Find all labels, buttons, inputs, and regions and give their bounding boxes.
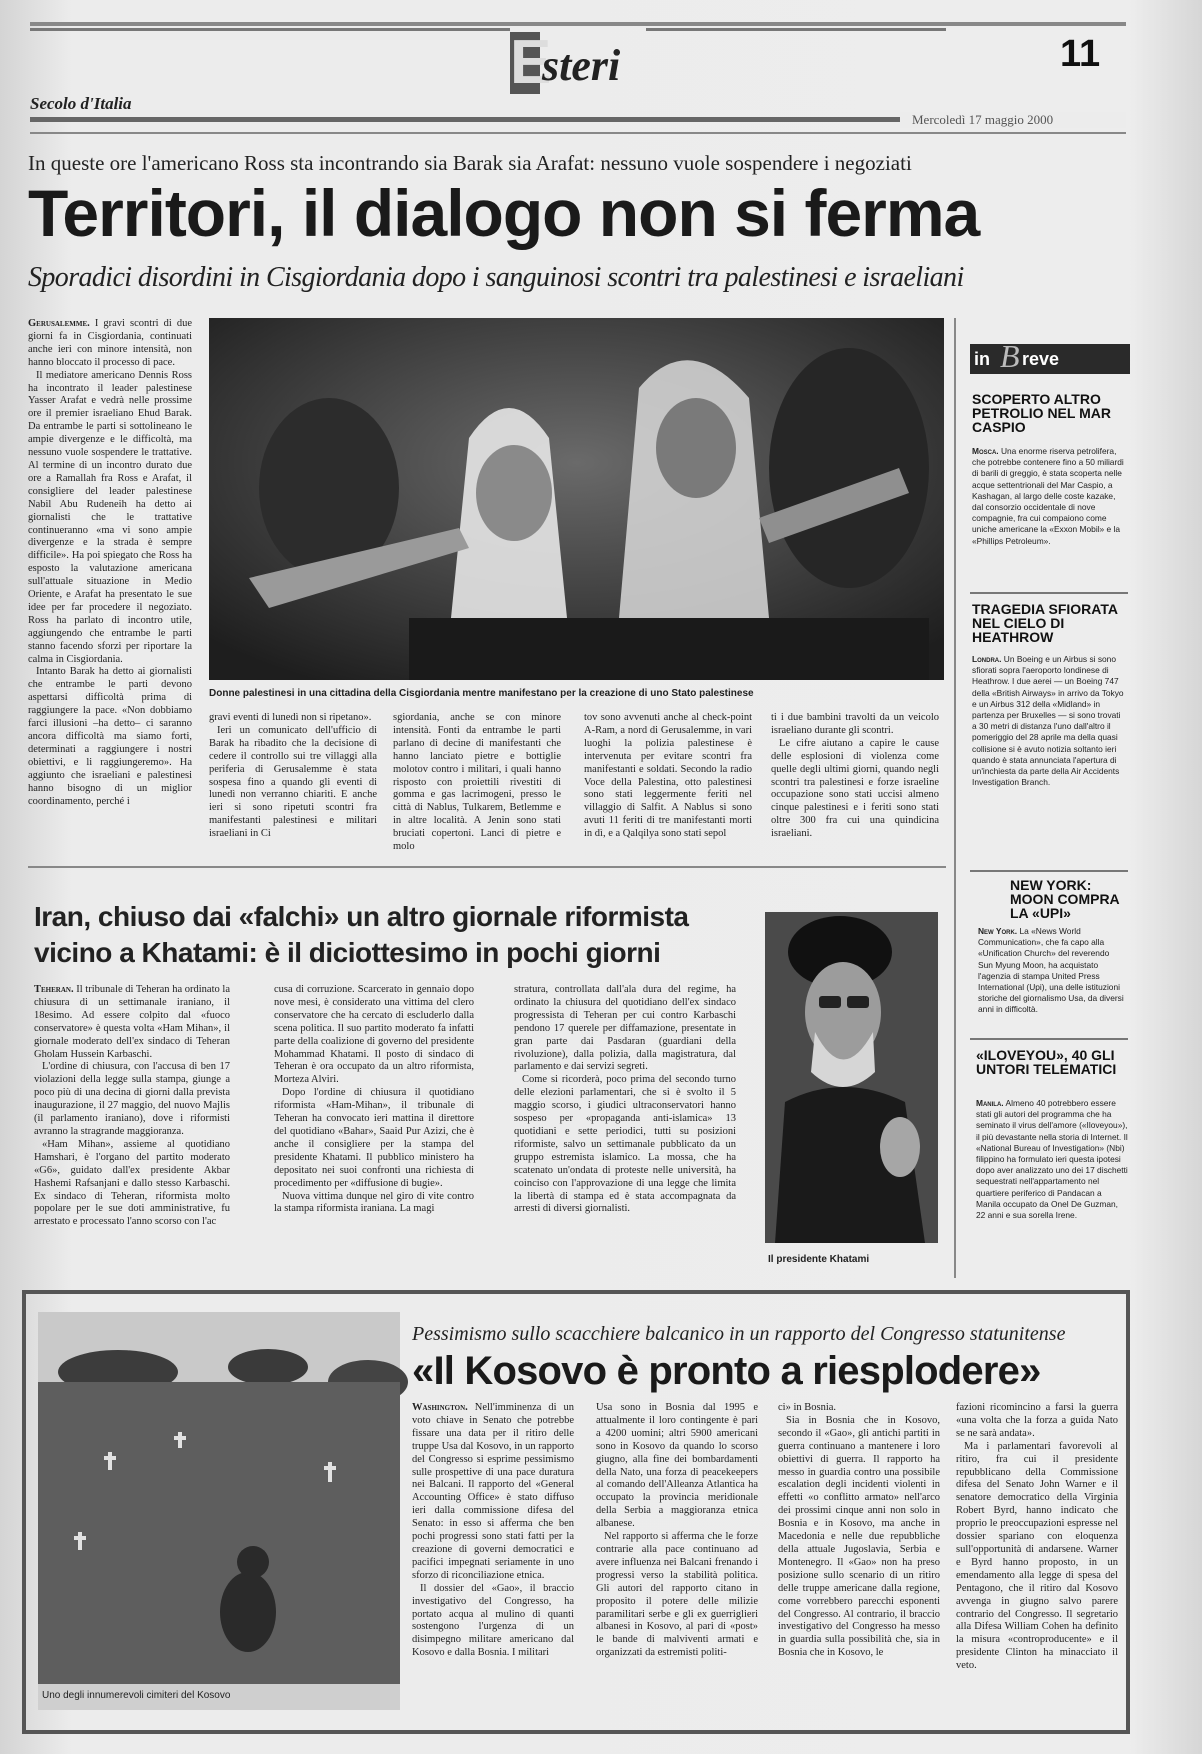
kosovo-photo-caption: Uno degli innumerevoli cimiteri del Kosovo xyxy=(42,1690,231,1701)
section-title xyxy=(510,28,640,97)
kosovo-photo xyxy=(38,1312,400,1710)
iran-headline-line2: vicino a Khatami: è il diciottesimo in pochi giorni xyxy=(34,937,661,968)
paper-name: Secolo d'Italia xyxy=(30,94,132,113)
kosovo-col2-p1: Usa sono in Bosnia dal 1995 e attualmente il loro contingente è pari a 4200 uomini; altri 5900 americani sono in Kosovo da quando lo scorso giugno, alla fine dei bombardamenti della Nato, una forza di peacekeepers al comando dell'Alleanza Atlantica ha occupato la provincia meridionale della Serbia a maggioranza etnica albanese. xyxy=(596,1402,758,1530)
brief-separator-1 xyxy=(970,592,1128,594)
top-rule-left xyxy=(30,28,510,31)
iran-headline-line1: Iran, chiuso dai «falchi» un altro giornale riformista xyxy=(34,901,689,932)
page-number: 11 xyxy=(1060,33,1101,75)
lead-dateline: Gerusalemme. xyxy=(28,318,90,329)
lead-column-3 xyxy=(393,712,561,860)
iran-col1-p1: Il tribunale di Teheran ha ordinato la chiusura di un settimanale iraniano, il 18esimo. Ad essere colpito dal «fuoco conservatore» è questa volta «Ham Mihan», il giornale moderato dell'ex sindaco di Teheran Gholam Hussein Karbaschi. xyxy=(34,984,230,1060)
top-rule-right xyxy=(646,28,946,31)
kosovo-column-2 xyxy=(596,1402,758,1724)
brief-4-dateline: Manila. xyxy=(976,1098,1004,1108)
iran-top-rule xyxy=(28,866,946,868)
lead-col5-p1: ti i due bambini travolti da un veicolo israeliano durante gli scontri. xyxy=(771,712,939,736)
lead-col1-p3: Intanto Barak ha detto ai giornalisti che entrambe le parti devono aspettarsi difficoltà prima di raggiungere la pace. «Non dobbiamo farci illusioni –ha detto– ci saranno ancora difficoltà ma siamo forti, determinati a raggiungere i nostri obiettivi, e li raggiungeremo». Ha aggiunto che israeliani e palestinesi hanno bisogno di un miglior coordinamento, perché i xyxy=(28,666,192,807)
brief-4-title: «ILOVEYOU», 40 GLI UNTORI TELEMATICI xyxy=(976,1047,1117,1077)
brief-2-dateline: Londra. xyxy=(972,654,1002,664)
in-breve-in: in xyxy=(974,349,990,369)
kosovo-col3-p1: ci» in Bosnia. xyxy=(778,1402,837,1413)
in-breve-label xyxy=(970,338,1130,374)
iran-column-3 xyxy=(514,984,736,1262)
brief-4-text: Almeno 40 potrebbero essere stati gli autori del programma che ha seminato il virus dell'amore («Iloveyou»), il più devastante nella storia di Internet. Il «National Bureau of Investigation» (Nbi) filippino ha formulato ieri questa ipotesi dopo aver analizzato uno dei 17 dischetti sequestrati nell'appartamento nel quartiere periferico di Pandacan a Manila occupato da Onel De Guzman, 22 anni e sua sorella Irene. xyxy=(976,1098,1128,1221)
lead-column-2 xyxy=(209,712,377,860)
khatami-photo-image xyxy=(765,912,938,1243)
top-rule xyxy=(30,22,1126,26)
brief-2-text: Un Boeing e un Airbus si sono sfiorati sopra l'aeroporto londinese di Heathrow. I due aerei — un Boeing 747 della «British Airways» in arrivo da Tokyo e un Airbus 312 della «Midland» in partenza per Bruxelles — si sono trovati a 30 metri di distanza l'uno dall'altro il pomeriggio del 28 aprile ma della quasi collisione si è avuto notizia soltanto ieri quando è stata annunciata l'apertura di un'inchiesta da parte della Air Accidents Investigation Branch. xyxy=(972,654,1124,788)
iran-col2-p1: cusa di corruzione. Scarcerato in gennaio dopo nove mesi, è considerato una vittima del clero conservatore che ha cercato di escluderlo dalla scena politica. Il suo partito moderato fa infatti parte della coalizione di governo del presidente Mohammad Khatami. Il posto di sindaco di Teheran è ora occupato da un altro riformista, Morteza Alviri. xyxy=(274,984,474,1086)
brief-3-body xyxy=(978,926,1126,1036)
kosovo-headline: «Il Kosovo è pronto a riesplodere» xyxy=(412,1349,1041,1393)
brief-3-title: NEW YORK: MOON COMPRA LA «UPI» xyxy=(1010,877,1120,921)
kosovo-col1-p1: Nell'imminenza di un voto chiave in Senato che potrebbe fissare una data per il ritiro delle truppe Usa dal Kosovo, in un rapporto del Congresso si esprime pessimismo sulle prospettive di una pace duratura nei Balcani. Il rapporto del «General Accounting Office» è stato diffuso ieri dalla commissione difesa del Senato: in esso si afferma che ben pochi progressi sono stati fatti per la creazione di governi democratici e pacifici impegnati seriamente in uno sforzo di riconciliazione etnica. xyxy=(412,1402,574,1581)
kosovo-photo-image xyxy=(38,1312,400,1710)
kosovo-kicker: Pessimismo sullo scacchiere balcanico in un rapporto del Congresso statunitense xyxy=(412,1323,1066,1345)
kosovo-column-4 xyxy=(956,1402,1118,1724)
kosovo-col3-p2: Sia in Bosnia che in Kosovo, secondo il «Gao», gli antichi partiti in guerra continuano a mantenere i loro obiettivi di guerra. Il rapporto ha messo in guardia contro una possibile escalation degli incidenti violenti in effetti «o conflitto armato» nell'arco dei prossimi cinque anni non solo in Bosnia e in Kosovo, ma anche in Macedonia e nelle due repubbliche della attuale Jugoslavia, Serbia e Montenegro. Il «Gao» non ha preso posizione sullo scenario di un ritiro delle truppe americane dalla regione, come vorrebbero parecchi esponenti del Congresso. Al contrario, il braccio investigativo del Congresso ha messo in guardia sulla possibilità che, sia in Bosnia che in Kosovo, le xyxy=(778,1414,940,1659)
lead-col2-p1: gravi eventi di lunedì non si ripetano». xyxy=(209,712,372,723)
lead-col1-p2: Il mediatore americano Dennis Ross ha incontrato il leader palestinese Yasser Arafat e vedrà nelle prossime ore il premier israeliano Ehud Barak. Da entrambe le parti si sottolineano le ampie divergenze e le difficoltà, ma nessuno vuole sospendere le trattative. Al termine di un incontro durato due ore a Ramallah fra Ross e Arafat, il consigliere del leader palestinese Nabil Abu Rudeneih ha detto ai giornalisti che le trattative continueranno «ma vi sono ampie divergenze e la strada è sempre difficile». Ha poi spiegato che Ross ha esposto la valutazione americana sull'attuale situazione in Medio Oriente, e Arafat ha presentato le sue idee per far procedere il negoziato. Ross ha parlato di incontro utile, aggiungendo che entrambe le parti stanno facendo sforzi per riportare la calma in Cisgiordania. xyxy=(28,369,192,665)
lead-photo-image xyxy=(209,318,944,680)
lead-column-4 xyxy=(584,712,752,860)
lead-column-1 xyxy=(28,318,192,858)
lead-headline: Territori, il dialogo non si ferma xyxy=(28,176,980,250)
lead-col4-p1: tov sono avvenuti anche al check-point A-Ram, a nord di Gerusalemme, in vari luoghi la polizia palestinese è intervenuta per evitare scontri fra manifestanti e soldati. Secondo la radio Voce della Palestina, otto palestinesi sono stati leggermente feriti nel villaggio di Salfit. A Nablus si sono avuti 11 feriti di tre manifestanti morti in dì, e a Qalqilya sono stati sepol xyxy=(584,712,752,840)
iran-column-2 xyxy=(274,984,474,1262)
iran-col1-p3: «Ham Mihan», assieme al quotidiano Hamshari, è l'organo del partito moderato «G6», guidato dall'ex presidente Akbar Hashemi Rafsanjani e dallo stesso Karbaschi. Ex sindaco di Teheran, riformista molto popolare per le sue doti amministrative, fu arrestato e processato l'anno scorso con l'ac xyxy=(34,1138,230,1228)
masthead-rule-thin xyxy=(30,132,1126,134)
kosovo-col4-p2: Ma i parlamentari favorevoli al ritiro, fra cui il presidente repubblicano della Commissione difesa del Senato John Warner e il senatore democratico della Virginia Robert Byrd, hanno indicato che proprio le preoccupazioni espresse nel dossier spariano con eloquenza sull'opportunità di andarsene. Warner e Byrd hanno proposto, in un emendamento alla legge di spesa del Pentagono, che il ritiro dal Kosovo avvenga in giugno salvo parere contrario del Congresso. Il segretario alla Difesa William Cohen ha definito la misura «controproducente» e il presidente Clinton ha minacciato il veto. xyxy=(956,1440,1118,1672)
in-breve-b: B xyxy=(1000,338,1020,374)
brief-3-dateline: New York. xyxy=(978,926,1018,936)
kosovo-top-rule xyxy=(22,1290,1130,1294)
lead-col1-p1: I gravi scontri di due giorni fa in Cisgiordania, continuati anche ieri con minore intensità, non hanno bloccato il processo di pace. xyxy=(28,318,193,368)
iran-col1-p2: L'ordine di chiusura, con l'accusa di ben 17 violazioni della legge sulla stampa, giunge a poco più di una decina di giorni dalla prevista inaugurazione, il 27 maggio, del nuovo Majlis (il parlamento iraniano), dove i riformisti avranno la stragrande maggioranza. xyxy=(34,1061,230,1137)
brief-4-body xyxy=(976,1098,1128,1288)
kosovo-col2-p2: Nel rapporto si afferma che le forze contrarie alla pace continuano ad avere influenza nei Balcani frenando i progressi verso la stabilità politica. Gli autori del rapporto citano in proposito il potere delle milizie paramilitari serbe e gli ex guerriglieri albanesi in Kosovo, al pari di «post» le bande di malviventi armati e organizzati da estremisti politi- xyxy=(596,1531,758,1659)
kosovo-bottom-rule xyxy=(22,1730,1130,1734)
iran-column-1 xyxy=(34,984,230,1262)
brief-2-title: TRAGEDIA SFIORATA NEL CIELO DI HEATHROW xyxy=(972,601,1118,645)
sidebar-divider xyxy=(954,318,956,1278)
brief-3-text: La «News World Communication», che fa capo alla «Unification Church» del reverendo Sun Myung Moon, ha acquistato l'agenzia di stampa United Press International (Upi), una delle istituzioni storiche del giornalismo Usa, da diversi anni in difficoltà. xyxy=(978,926,1124,1015)
brief-1-body xyxy=(972,446,1124,586)
kosovo-right-rule xyxy=(1126,1294,1130,1734)
iran-col3-p2: Come si ricorderà, poco prima del secondo turno delle elezioni parlamentari, che si è svolto il 5 maggio scorso, i giudici ultraconservatori hanno sospeso per «propaganda anti-islamica» 13 quotidiani e sette periodici, tutti su posizioni riformiste, salvo un settimanale pubblicato da un gruppo estremista islamico. La mossa, che ha scatenato un'ondata di proteste nelle università, ha coinciso con l'approvazione di una legge che limita la libertà di stampa ed è stata accompagnata da arresti di diversi giornalisti. xyxy=(514,1074,736,1215)
in-breve-rest: reve xyxy=(1022,349,1060,369)
section-initial: E xyxy=(510,28,552,97)
khatami-caption: Il presidente Khatami xyxy=(768,1254,870,1265)
issue-date: Mercoledì 17 maggio 2000 xyxy=(912,112,1054,127)
iran-col2-p3: Nuova vittima dunque nel giro di vite contro la stampa riformista iraniana. La magi xyxy=(274,1190,474,1215)
brief-1-title: SCOPERTO ALTRO PETROLIO NEL MAR CASPIO xyxy=(972,391,1111,435)
iran-dateline: Teheran. xyxy=(34,984,74,995)
lead-col2-p2: Ieri un comunicato dell'ufficio di Barak ha ribadito che la decisione di cedere il controllo sui tre villaggi alla periferia di Gerusalemme è stata sospesa fino a quando gli eventi di lunedì non verranno chiariti. E anche ieri si sono ripetuti scontri fra manifestanti palestinesi e militari israeliani in Ci xyxy=(209,724,377,840)
brief-2-body xyxy=(972,654,1124,868)
iran-col3-p1: stratura, controllata dall'ala dura del regime, ha ordinato la chiusura del quotidiano dell'ex sindaco progressista di Teheran per cui contro Karbaschi pendono 17 querele per diffamazione, presentate in gran parte dai Pasdaran (guardiani della rivoluzione), dalla polizia, dalla magistratura, dal parlamento e dai servizi segreti. xyxy=(514,984,736,1073)
brief-separator-3 xyxy=(970,1038,1128,1040)
kosovo-column-3 xyxy=(778,1402,940,1724)
section-name: steri xyxy=(542,41,621,90)
kosovo-col4-p1: fazioni ricomincino a farsi la guerra «una volta che la forza a guida Nato se ne sarà andata». xyxy=(956,1402,1118,1439)
kosovo-left-rule xyxy=(22,1294,26,1734)
lead-kicker: In queste ore l'americano Ross sta incontrando sia Barak sia Arafat: nessuno vuole sospendere i negoziati xyxy=(28,151,912,175)
lead-photo-caption: Donne palestinesi in una cittadina della Cisgiordania mentre manifestano per la creazione di uno Stato palestinese xyxy=(209,688,754,699)
lead-photo xyxy=(209,318,944,680)
iran-col2-p2: Dopo l'ordine di chiusura il quotidiano riformista «Ham-Mihan», il tribunale di Teheran ha convocato ieri mattina il direttore del quotidiano «Bahar», Saaid Pur Azizi, che è anche il consigliere per la stampa del presidente Khatami. Il pubblico ministero ha depositato nei suoi confronti una richiesta di procedimento per «diffusione di bugie». xyxy=(274,1087,474,1189)
lead-col3-p1: sgiordania, anche se con minore intensità. Fonti da entrambe le parti parlano di decine di manifestanti che hanno lanciato pietre e bottiglie molotov contro i militari, i quali hanno risposto con proiettili rivestiti di gomma e gas lacrimogeni, presso le città di Nablus, Tulkarem, Betlemme e in altre località. A Jenin sono stati bruciati copertoni. Lanci di pietre e molo xyxy=(393,712,561,853)
khatami-photo xyxy=(765,912,938,1243)
kosovo-column-1 xyxy=(412,1402,574,1724)
brief-1-dateline: Mosca. xyxy=(972,446,999,456)
lead-column-5 xyxy=(771,712,939,860)
lead-col5-p2: Le cifre aiutano a capire le cause delle esplosioni di violenza come quelle degli ultimi giorni, quando negli scontri tra palestinesi e forze israeline occupazione sono stati uccisi almeno cinque palestinesi e i feriti sono stati oltre 300 fra cui una quindicina israeliani. xyxy=(771,737,939,840)
brief-1-text: Una enorme riserva petrolifera, che potrebbe contenere fino a 50 miliardi di barili di greggio, è stata scoperta nelle acque settentrionali del Mar Caspio, a Kashagan, al largo delle coste kazake, dal consorzio occidentale di nove compagnie, fra cui compaiono come uniche americane la «Exxon Mobil» e la «Phillips Petroleum». xyxy=(972,446,1124,546)
lead-subhead: Sporadici disordini in Cisgiordania dopo i sanguinosi scontri tra palestinesi e israeliani xyxy=(28,262,964,293)
kosovo-dateline: Washington. xyxy=(412,1402,468,1413)
kosovo-col1-p2: Il dossier del «Gao», il braccio investigativo del Congresso, ha portato acqua al mulino di quanti sostengono l'urgenza di un disimpegno militare americano dal Kosovo e dalla Bosnia. I militari xyxy=(412,1582,574,1659)
brief-separator-2 xyxy=(970,870,1128,872)
